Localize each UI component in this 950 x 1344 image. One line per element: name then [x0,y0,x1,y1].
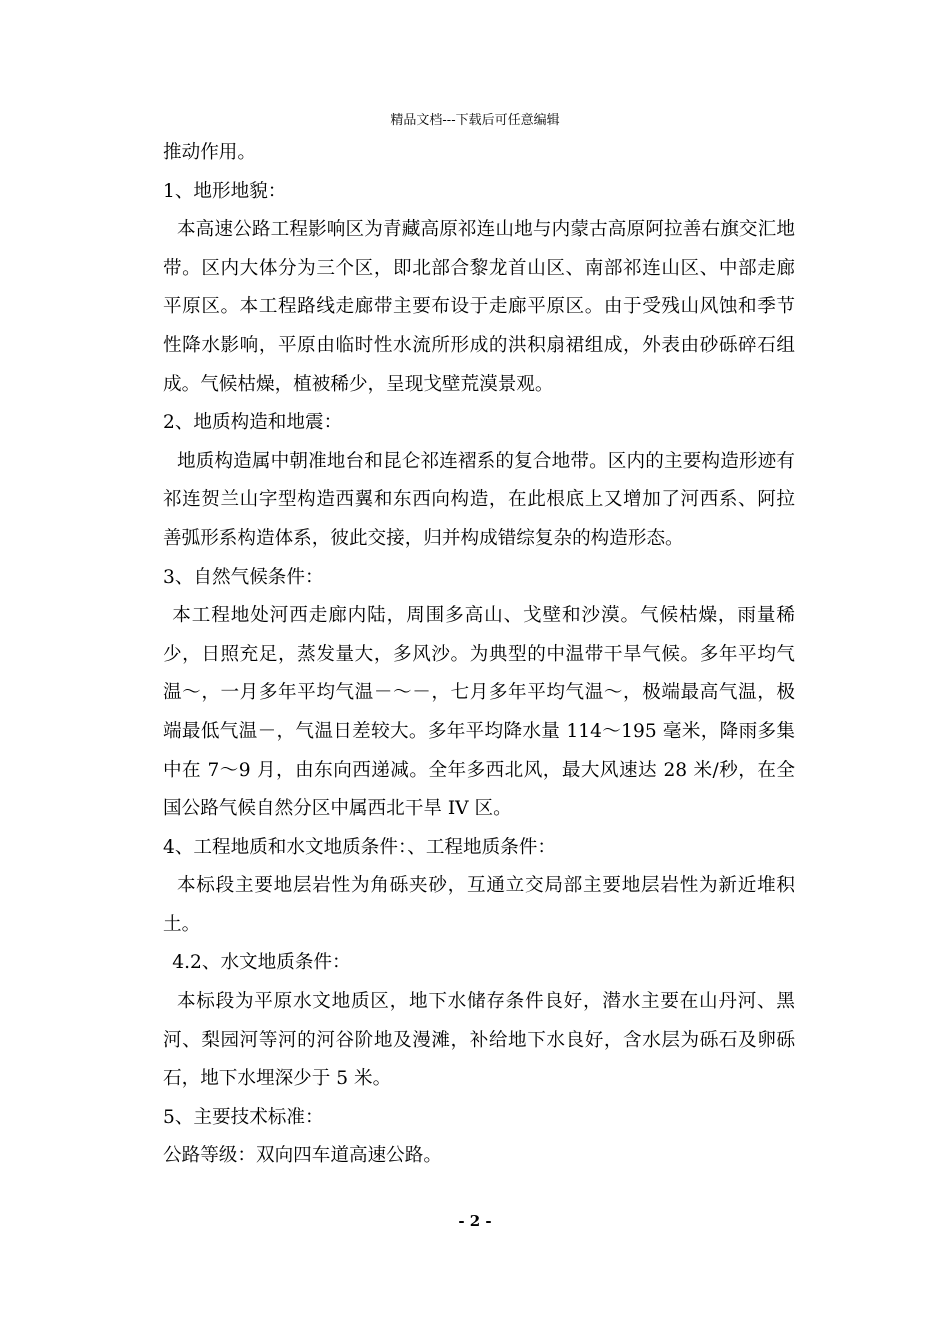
paragraph-hydrogeology: 本标段为平原水文地质区，地下水储存条件良好，潜水主要在山丹河、黑河、梨园河等河的河谷阶地及漫滩，补给地下水良好，含水层为砾石及卵砾石，地下水埋深少于 5 米。 [163,991,795,1090]
section-heading-technical-standards: 5、主要技术标准： [163,1106,324,1128]
paragraph-climate: 本工程地处河西走廊内陆，周围多高山、戈壁和沙漠。气候枯燥，雨量稀少，日照充足，蒸发量大，多风沙。为典型的中温带干旱气候。多年平均气温～，一月多年平均气温－～－，七月多年平均气温～，极端最高气温，极端最低气温－，气温日差较大。多年平均降水量 114～195 毫米，降雨多集中在 7～9 月，由东向西递减。全年多西北风，最大风速达 28 米/秒，在全国公路气候自然分区中属西北干旱 IV 区。 [163,605,795,820]
paragraph-geology: 地质构造属中朝准地台和昆仑祁连褶系的复合地带。区内的主要构造形迹有祁连贺兰山字型构造西翼和东西向构造，在此根底上又增加了河西系、阿拉善弧形系构造体系，彼此交接，归并构成错综复杂的构造形态。 [163,450,795,549]
paragraph-continuation: 推动作用。 [163,142,256,163]
document-body [163,134,795,1176]
paragraph-road-grade: 公路等级：双向四车道高速公路。 [163,1145,442,1167]
section-heading-terrain: 1、地形地貌： [163,180,287,202]
page-number: - 2 - [458,1212,492,1230]
section-heading-climate: 3、自然气候条件： [163,566,324,588]
paragraph-engineering-geology: 本标段主要地层岩性为角砾夹砂，互通立交局部主要地层岩性为新近堆积土。 [163,875,795,935]
section-heading-engineering-geology: 4、工程地质和水文地质条件：、工程地质条件： [163,836,556,858]
subsection-heading-hydrogeology: 4.2、水文地质条件： [172,952,351,974]
paragraph-terrain: 本高速公路工程影响区为青藏高原祁连山地与内蒙古高原阿拉善右旗交汇地带。区内大体分为三个区，即北部合黎龙首山区、南部祁连山区、中部走廊平原区。本工程路线走廊带主要布设于走廊平原区。由于受残山风蚀和季节性降水影响，平原由临时性水流所形成的洪积扇裙组成，外表由砂砾碎石组成。气候枯燥，植被稀少，呈现戈壁荒漠景观。 [163,219,795,395]
section-heading-geology: 2、地质构造和地震： [163,412,343,434]
page-header: 精品文档---下载后可任意编辑 [390,113,560,128]
